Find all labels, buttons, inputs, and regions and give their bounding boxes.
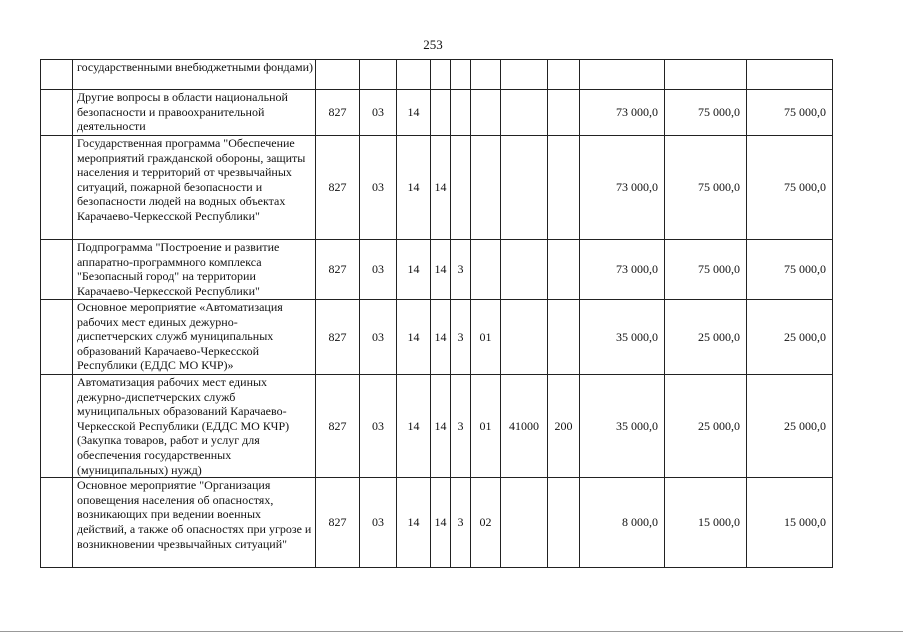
row-number-cell [41,60,73,90]
amount-1-cell: 35 000,0 [580,375,665,478]
amount-2-cell: 25 000,0 [665,300,747,375]
ministry-code-cell: 827 [316,375,360,478]
table-row [41,375,833,478]
subprogram-code-cell [451,60,471,90]
expense-type-cell [548,240,580,300]
amount-3-cell: 15 000,0 [747,478,833,568]
activity-code-cell [471,60,501,90]
direction-code-cell [501,60,548,90]
activity-code-cell: 01 [471,300,501,375]
table-row [41,136,833,240]
subprogram-code-cell: 3 [451,240,471,300]
amount-2-cell [665,60,747,90]
amount-2-cell: 75 000,0 [665,90,747,136]
table-row [41,90,833,136]
program-code-cell: 14 [431,375,451,478]
page-number: 253 [423,37,443,52]
row-number-cell [41,375,73,478]
program-code-cell [431,60,451,90]
section-code-cell: 03 [360,300,397,375]
direction-code-cell [501,136,548,240]
amount-1-cell: 35 000,0 [580,300,665,375]
expense-type-cell [548,90,580,136]
subsection-code-cell: 14 [397,90,431,136]
section-code-cell: 03 [360,90,397,136]
expense-type-cell [548,60,580,90]
ministry-code-cell: 827 [316,136,360,240]
amount-2-cell: 25 000,0 [665,375,747,478]
description-cell: Подпрограмма "Построение и развитие аппаратно-программного комплекса "Безопасный город" на территории Карачаево-Черкесской Республики" [73,240,316,300]
subprogram-code-cell: 3 [451,478,471,568]
program-code-cell: 14 [431,300,451,375]
page-bottom-rule [0,631,903,632]
direction-code-cell [501,90,548,136]
ministry-code-cell: 827 [316,478,360,568]
section-code-cell: 03 [360,375,397,478]
row-number-cell [41,90,73,136]
amount-1-cell: 8 000,0 [580,478,665,568]
description-cell: Государственная программа "Обеспечение мероприятий гражданской обороны, защиты населения и территорий от чрезвычайных ситуаций, пожарной безопасности и безопасности людей на водных объектах Карачаево-Черкесской Республики" [73,136,316,240]
activity-code-cell: 01 [471,375,501,478]
expense-type-cell [548,478,580,568]
ministry-code-cell: 827 [316,90,360,136]
section-code-cell [360,60,397,90]
section-code-cell: 03 [360,136,397,240]
ministry-code-cell: 827 [316,300,360,375]
amount-2-cell: 75 000,0 [665,240,747,300]
subsection-code-cell: 14 [397,136,431,240]
table-row [41,240,833,300]
amount-3-cell: 75 000,0 [747,136,833,240]
subsection-code-cell: 14 [397,300,431,375]
activity-code-cell [471,90,501,136]
subprogram-code-cell [451,90,471,136]
description-cell: Другие вопросы в области национальной безопасности и правоохранительной деятельности [73,90,316,136]
row-number-cell [41,478,73,568]
table-row [41,60,833,90]
amount-3-cell: 25 000,0 [747,300,833,375]
section-code-cell: 03 [360,478,397,568]
description-cell: Основное мероприятие "Организация оповещения населения об опасностях, возникающих при ведении военных действий, а также об опасностях при угрозе и возникновении чрезвычайных ситуаций" [73,478,316,568]
subsection-code-cell: 14 [397,478,431,568]
activity-code-cell [471,136,501,240]
ministry-code-cell: 827 [316,240,360,300]
budget-table [40,59,833,568]
amount-3-cell [747,60,833,90]
description-cell: Основное мероприятие «Автоматизация рабочих мест единых дежурно-диспетчерских служб муниципальных образований Карачаево-Черкесской Республики (ЕДДС МО КЧР)» [73,300,316,375]
direction-code-cell [501,300,548,375]
subprogram-code-cell: 3 [451,375,471,478]
amount-2-cell: 75 000,0 [665,136,747,240]
amount-1-cell: 73 000,0 [580,240,665,300]
subsection-code-cell: 14 [397,240,431,300]
direction-code-cell: 41000 [501,375,548,478]
expense-type-cell: 200 [548,375,580,478]
amount-1-cell: 73 000,0 [580,136,665,240]
amount-3-cell: 75 000,0 [747,90,833,136]
activity-code-cell [471,240,501,300]
amount-3-cell: 75 000,0 [747,240,833,300]
amount-1-cell: 73 000,0 [580,90,665,136]
direction-code-cell [501,240,548,300]
program-code-cell [431,90,451,136]
row-number-cell [41,136,73,240]
program-code-cell: 14 [431,478,451,568]
ministry-code-cell [316,60,360,90]
program-code-cell: 14 [431,136,451,240]
table-row [41,300,833,375]
amount-2-cell: 15 000,0 [665,478,747,568]
activity-code-cell: 02 [471,478,501,568]
expense-type-cell [548,136,580,240]
subprogram-code-cell: 3 [451,300,471,375]
expense-type-cell [548,300,580,375]
amount-1-cell [580,60,665,90]
subsection-code-cell [397,60,431,90]
table-row [41,478,833,568]
section-code-cell: 03 [360,240,397,300]
direction-code-cell [501,478,548,568]
row-number-cell [41,240,73,300]
row-number-cell [41,300,73,375]
amount-3-cell: 25 000,0 [747,375,833,478]
description-cell: государственными внебюджетными фондами) [73,60,316,90]
subprogram-code-cell [451,136,471,240]
description-cell: Автоматизация рабочих мест единых дежурно-диспетчерских служб муниципальных образований Карачаево-Черкесской Республики (ЕДДС МО КЧР) (Закупка товаров, работ и услуг для обеспечения государственных (муниципальных) нужд) [73,375,316,478]
subsection-code-cell: 14 [397,375,431,478]
program-code-cell: 14 [431,240,451,300]
